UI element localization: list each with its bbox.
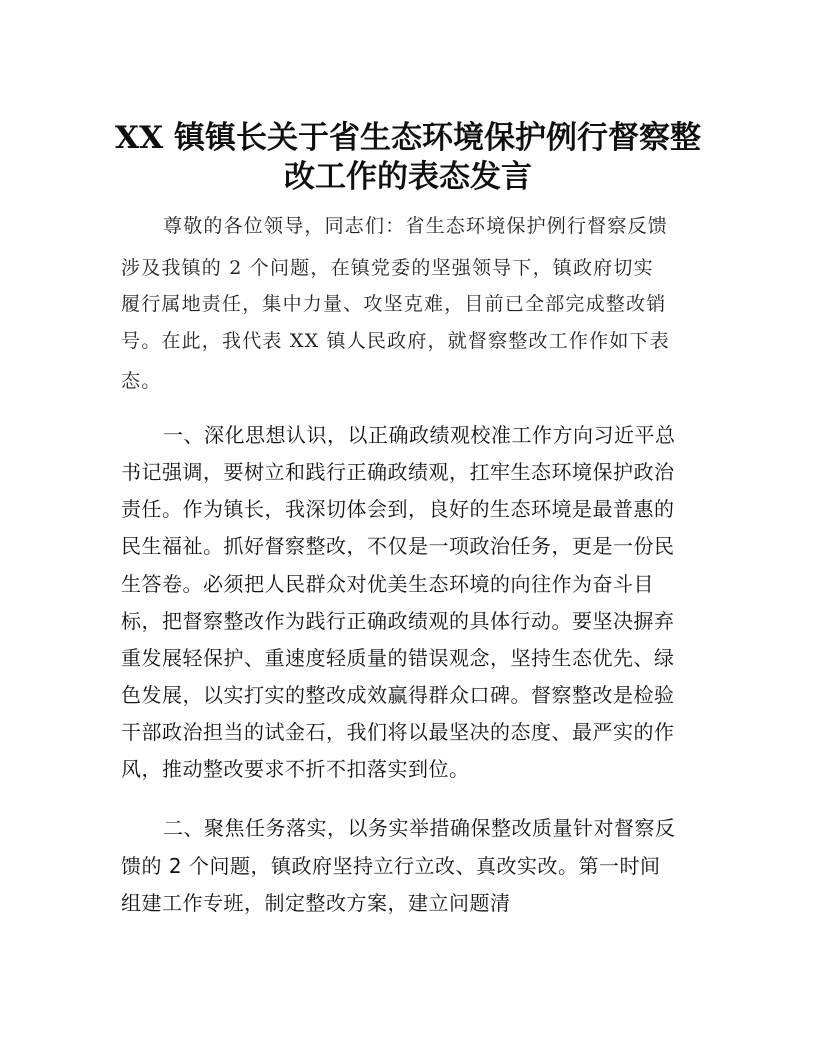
section2-line: 组建工作专班，制定整改方案，建立问题清 bbox=[121, 891, 511, 915]
section1-line: 干部政治担当的试金石，我们将以最坚决的态度、最严实的作 bbox=[121, 720, 675, 744]
intro-line: 尊敬的各位领导，同志们：省生态环境保护例行督察反馈 bbox=[163, 215, 669, 237]
section1-line: 民生福祉。抓好督察整改，不仅是一项政治任务，更是一份民 bbox=[121, 534, 675, 558]
section1-line: 一、深化思想认识，以正确政绩观校准工作方向习近平总 bbox=[163, 423, 676, 447]
section1-line: 生答卷。必须把人民群众对优美生态环境的向往作为奋斗目 bbox=[121, 572, 654, 596]
section1-line: 风，推动整改要求不折不扣落实到位。 bbox=[121, 757, 470, 781]
section1-line: 重发展轻保护、重速度轻质量的错误观念，坚持生态优先、绿 bbox=[121, 646, 675, 670]
section1-line: 色发展，以实打实的整改成效赢得群众口碑。督察整改是检验 bbox=[121, 683, 675, 707]
intro-line: 履行属地责任，集中力量、攻坚克难，目前已全部完成整改销 bbox=[121, 293, 667, 315]
document-title-line-1: XX 镇镇长关于省生态环境保护例行督察整 bbox=[115, 120, 701, 156]
intro-line: 态。 bbox=[121, 370, 162, 392]
section2-line: 二、聚焦任务落实，以务实举措确保整改质量针对督察反 bbox=[163, 816, 676, 840]
document-title-line-2: 改工作的表态发言 bbox=[284, 159, 532, 195]
section1-line: 书记强调，要树立和践行正确政绩观，扛牢生态环境保护政治 bbox=[121, 460, 675, 484]
intro-line: 涉及我镇的 2 个问题，在镇党委的坚强领导下，镇政府切实 bbox=[121, 257, 654, 279]
section1-line: 标，把督察整改作为践行正确政绩观的具体行动。要坚决摒弃 bbox=[121, 609, 675, 633]
section2-line: 馈的 2 个问题，镇政府坚持立行立改、真改实改。第一时间 bbox=[121, 854, 661, 878]
intro-line: 号。在此，我代表 XX 镇人民政府，就督察整改工作作如下表 bbox=[121, 330, 670, 352]
section1-line: 责任。作为镇长，我深切体会到，良好的生态环境是最普惠的 bbox=[121, 497, 675, 521]
